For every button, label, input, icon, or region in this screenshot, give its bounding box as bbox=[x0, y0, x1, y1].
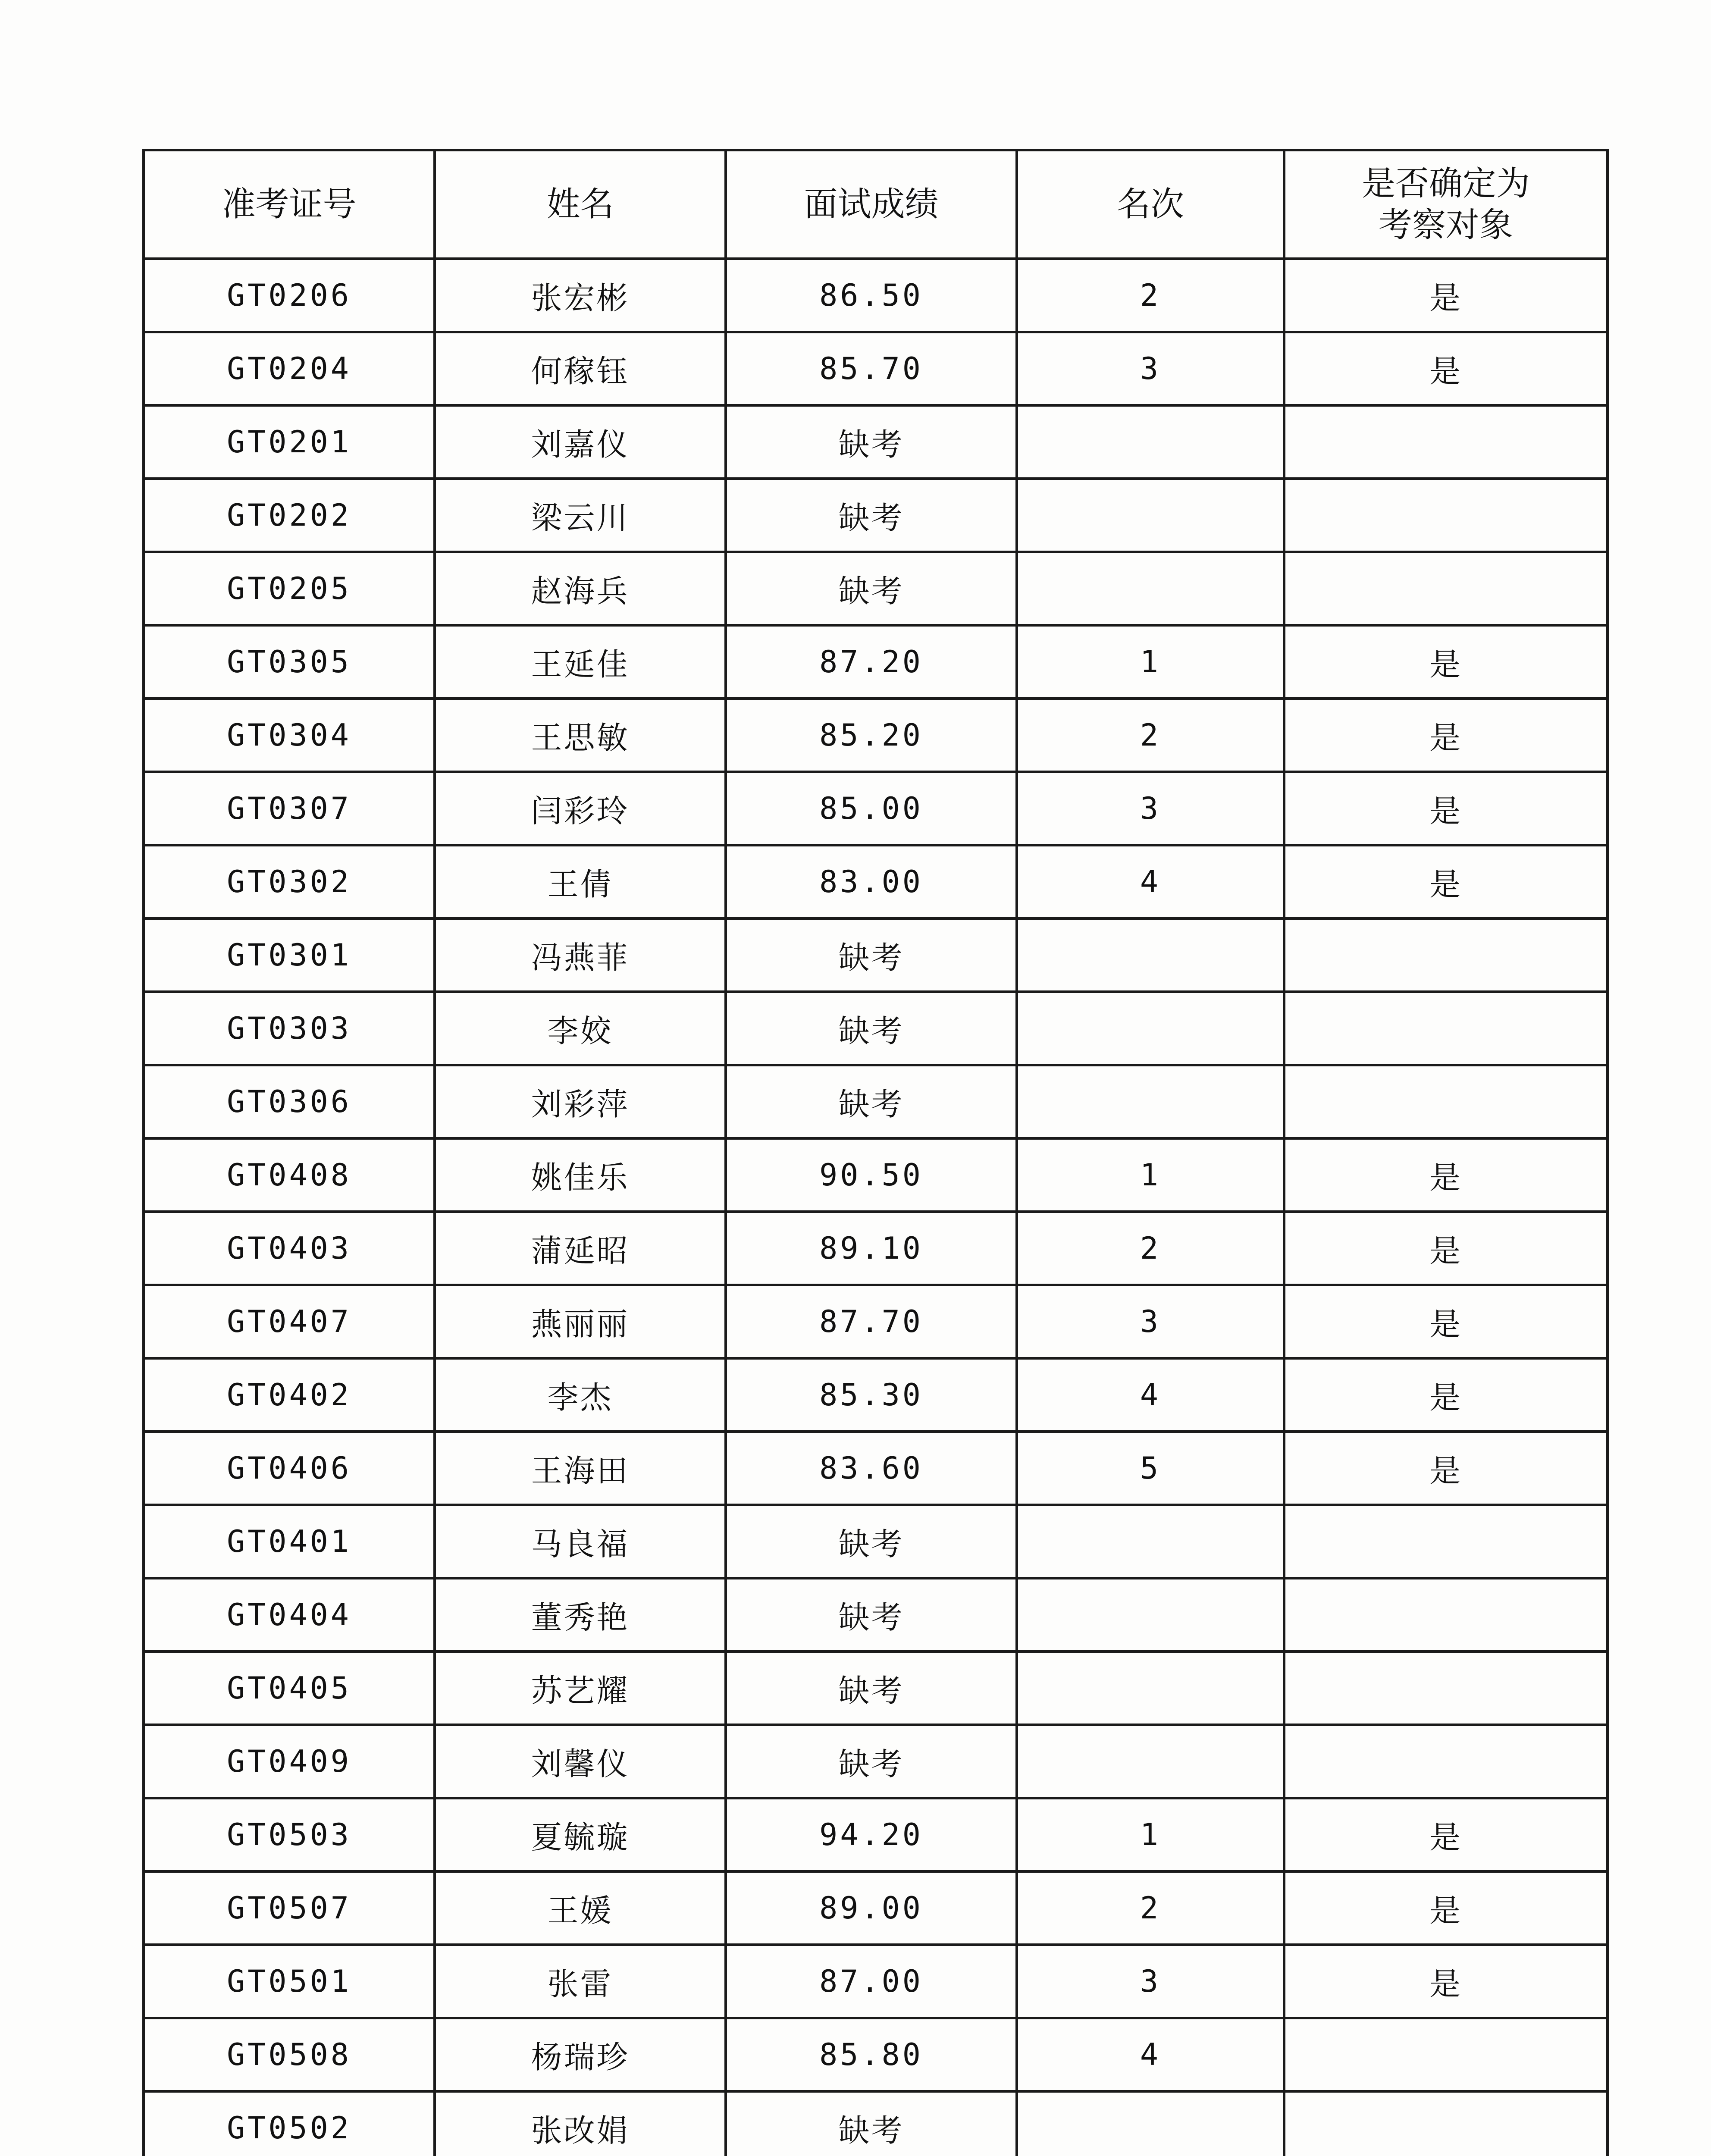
cell-exam-id: GT0409 bbox=[144, 1725, 435, 1798]
table-body bbox=[144, 259, 1608, 2156]
cell-rank: 2 bbox=[1017, 699, 1284, 772]
cell-name: 王媛 bbox=[435, 1871, 726, 1945]
header-selected-line2: 考察对象 bbox=[1378, 206, 1513, 244]
table-row bbox=[144, 479, 1608, 552]
header-selected-line1: 是否确定为 bbox=[1361, 164, 1530, 203]
cell-rank: 3 bbox=[1017, 772, 1284, 845]
cell-exam-id: GT0304 bbox=[144, 699, 435, 772]
cell-rank bbox=[1017, 1065, 1284, 1138]
cell-rank: 1 bbox=[1017, 625, 1284, 699]
cell-interview-score: 缺考 bbox=[726, 2091, 1017, 2156]
table-row bbox=[144, 405, 1608, 479]
cell-name: 杨瑞珍 bbox=[435, 2018, 726, 2091]
cell-selected bbox=[1284, 992, 1608, 1065]
cell-interview-score: 86.50 bbox=[726, 259, 1017, 332]
table-row bbox=[144, 772, 1608, 845]
cell-selected: 是 bbox=[1284, 1212, 1608, 1285]
cell-selected: 是 bbox=[1284, 625, 1608, 699]
table-row bbox=[144, 699, 1608, 772]
cell-rank: 4 bbox=[1017, 2018, 1284, 2091]
cell-exam-id: GT0307 bbox=[144, 772, 435, 845]
cell-rank: 3 bbox=[1017, 1285, 1284, 1358]
cell-selected: 是 bbox=[1284, 772, 1608, 845]
cell-rank bbox=[1017, 2091, 1284, 2156]
table-header-row bbox=[144, 150, 1608, 259]
table-row bbox=[144, 1651, 1608, 1725]
table-row bbox=[144, 2018, 1608, 2091]
cell-selected bbox=[1284, 1725, 1608, 1798]
cell-selected: 是 bbox=[1284, 1432, 1608, 1505]
table-row bbox=[144, 1432, 1608, 1505]
cell-exam-id: GT0303 bbox=[144, 992, 435, 1065]
cell-name: 赵海兵 bbox=[435, 552, 726, 625]
cell-name: 王延佳 bbox=[435, 625, 726, 699]
cell-selected bbox=[1284, 1065, 1608, 1138]
cell-interview-score: 85.30 bbox=[726, 1358, 1017, 1432]
cell-exam-id: GT0407 bbox=[144, 1285, 435, 1358]
table-row bbox=[144, 1358, 1608, 1432]
table-row bbox=[144, 1505, 1608, 1578]
cell-interview-score: 83.00 bbox=[726, 845, 1017, 918]
cell-rank bbox=[1017, 1578, 1284, 1651]
cell-interview-score: 缺考 bbox=[726, 1065, 1017, 1138]
table-row bbox=[144, 2091, 1608, 2156]
cell-rank bbox=[1017, 918, 1284, 992]
cell-exam-id: GT0502 bbox=[144, 2091, 435, 2156]
cell-rank: 2 bbox=[1017, 1871, 1284, 1945]
table-row bbox=[144, 1798, 1608, 1871]
cell-selected: 是 bbox=[1284, 1285, 1608, 1358]
cell-interview-score: 94.20 bbox=[726, 1798, 1017, 1871]
cell-interview-score: 85.00 bbox=[726, 772, 1017, 845]
table-row bbox=[144, 1212, 1608, 1285]
cell-name: 王海田 bbox=[435, 1432, 726, 1505]
table-row bbox=[144, 1871, 1608, 1945]
cell-selected bbox=[1284, 405, 1608, 479]
cell-name: 苏艺耀 bbox=[435, 1651, 726, 1725]
cell-name: 李姣 bbox=[435, 992, 726, 1065]
cell-selected: 是 bbox=[1284, 1945, 1608, 2018]
cell-name: 梁云川 bbox=[435, 479, 726, 552]
cell-selected: 是 bbox=[1284, 1138, 1608, 1212]
cell-selected: 是 bbox=[1284, 1798, 1608, 1871]
cell-selected bbox=[1284, 552, 1608, 625]
table-row bbox=[144, 625, 1608, 699]
cell-name: 张雷 bbox=[435, 1945, 726, 2018]
cell-exam-id: GT0404 bbox=[144, 1578, 435, 1651]
header-interview-score: 面试成绩 bbox=[726, 150, 1017, 259]
cell-exam-id: GT0206 bbox=[144, 259, 435, 332]
cell-rank bbox=[1017, 1725, 1284, 1798]
cell-rank: 5 bbox=[1017, 1432, 1284, 1505]
cell-interview-score: 缺考 bbox=[726, 479, 1017, 552]
cell-exam-id: GT0302 bbox=[144, 845, 435, 918]
cell-name: 王思敏 bbox=[435, 699, 726, 772]
table-row bbox=[144, 1285, 1608, 1358]
cell-rank: 4 bbox=[1017, 845, 1284, 918]
cell-name: 何稼钰 bbox=[435, 332, 726, 405]
cell-name: 刘嘉仪 bbox=[435, 405, 726, 479]
cell-rank: 4 bbox=[1017, 1358, 1284, 1432]
cell-selected bbox=[1284, 2018, 1608, 2091]
cell-exam-id: GT0507 bbox=[144, 1871, 435, 1945]
cell-exam-id: GT0305 bbox=[144, 625, 435, 699]
cell-interview-score: 缺考 bbox=[726, 1578, 1017, 1651]
cell-exam-id: GT0401 bbox=[144, 1505, 435, 1578]
interview-results-table bbox=[142, 149, 1609, 2156]
table-row bbox=[144, 1065, 1608, 1138]
cell-exam-id: GT0508 bbox=[144, 2018, 435, 2091]
cell-exam-id: GT0405 bbox=[144, 1651, 435, 1725]
cell-interview-score: 85.70 bbox=[726, 332, 1017, 405]
cell-selected bbox=[1284, 2091, 1608, 2156]
cell-rank bbox=[1017, 1505, 1284, 1578]
cell-rank: 1 bbox=[1017, 1138, 1284, 1212]
cell-interview-score: 缺考 bbox=[726, 405, 1017, 479]
header-name: 姓名 bbox=[435, 150, 726, 259]
cell-name: 刘彩萍 bbox=[435, 1065, 726, 1138]
cell-exam-id: GT0306 bbox=[144, 1065, 435, 1138]
cell-rank: 3 bbox=[1017, 1945, 1284, 2018]
cell-exam-id: GT0403 bbox=[144, 1212, 435, 1285]
table-row bbox=[144, 845, 1608, 918]
cell-exam-id: GT0402 bbox=[144, 1358, 435, 1432]
cell-rank bbox=[1017, 1651, 1284, 1725]
cell-exam-id: GT0205 bbox=[144, 552, 435, 625]
cell-exam-id: GT0201 bbox=[144, 405, 435, 479]
cell-name: 闫彩玲 bbox=[435, 772, 726, 845]
table-row bbox=[144, 1578, 1608, 1651]
cell-name: 冯燕菲 bbox=[435, 918, 726, 992]
table-row bbox=[144, 259, 1608, 332]
cell-selected bbox=[1284, 1505, 1608, 1578]
cell-exam-id: GT0406 bbox=[144, 1432, 435, 1505]
cell-name: 蒲延昭 bbox=[435, 1212, 726, 1285]
cell-name: 张改娟 bbox=[435, 2091, 726, 2156]
cell-interview-score: 85.20 bbox=[726, 699, 1017, 772]
cell-interview-score: 87.70 bbox=[726, 1285, 1017, 1358]
cell-name: 王倩 bbox=[435, 845, 726, 918]
cell-rank: 2 bbox=[1017, 259, 1284, 332]
cell-rank bbox=[1017, 992, 1284, 1065]
cell-interview-score: 89.00 bbox=[726, 1871, 1017, 1945]
cell-selected bbox=[1284, 479, 1608, 552]
table-row bbox=[144, 918, 1608, 992]
cell-rank: 1 bbox=[1017, 1798, 1284, 1871]
cell-selected: 是 bbox=[1284, 699, 1608, 772]
cell-rank bbox=[1017, 405, 1284, 479]
cell-rank: 2 bbox=[1017, 1212, 1284, 1285]
cell-name: 夏毓璇 bbox=[435, 1798, 726, 1871]
cell-interview-score: 83.60 bbox=[726, 1432, 1017, 1505]
cell-rank bbox=[1017, 552, 1284, 625]
table-row bbox=[144, 1138, 1608, 1212]
cell-selected: 是 bbox=[1284, 332, 1608, 405]
cell-exam-id: GT0408 bbox=[144, 1138, 435, 1212]
cell-selected bbox=[1284, 918, 1608, 992]
table-row bbox=[144, 1945, 1608, 2018]
cell-interview-score: 缺考 bbox=[726, 1651, 1017, 1725]
cell-exam-id: GT0202 bbox=[144, 479, 435, 552]
cell-interview-score: 缺考 bbox=[726, 1725, 1017, 1798]
header-rank: 名次 bbox=[1017, 150, 1284, 259]
cell-interview-score: 85.80 bbox=[726, 2018, 1017, 2091]
header-exam-id: 准考证号 bbox=[144, 150, 435, 259]
header-selected bbox=[1284, 150, 1608, 259]
cell-name: 李杰 bbox=[435, 1358, 726, 1432]
cell-rank bbox=[1017, 479, 1284, 552]
cell-rank: 3 bbox=[1017, 332, 1284, 405]
cell-name: 马良福 bbox=[435, 1505, 726, 1578]
cell-exam-id: GT0501 bbox=[144, 1945, 435, 2018]
cell-name: 董秀艳 bbox=[435, 1578, 726, 1651]
cell-interview-score: 87.20 bbox=[726, 625, 1017, 699]
cell-interview-score: 缺考 bbox=[726, 552, 1017, 625]
cell-selected: 是 bbox=[1284, 1871, 1608, 1945]
table-row bbox=[144, 552, 1608, 625]
cell-name: 姚佳乐 bbox=[435, 1138, 726, 1212]
cell-exam-id: GT0204 bbox=[144, 332, 435, 405]
cell-exam-id: GT0503 bbox=[144, 1798, 435, 1871]
cell-interview-score: 87.00 bbox=[726, 1945, 1017, 2018]
cell-name: 张宏彬 bbox=[435, 259, 726, 332]
cell-interview-score: 89.10 bbox=[726, 1212, 1017, 1285]
cell-interview-score: 90.50 bbox=[726, 1138, 1017, 1212]
cell-interview-score: 缺考 bbox=[726, 1505, 1017, 1578]
cell-selected bbox=[1284, 1578, 1608, 1651]
cell-interview-score: 缺考 bbox=[726, 918, 1017, 992]
cell-selected bbox=[1284, 1651, 1608, 1725]
cell-name: 燕丽丽 bbox=[435, 1285, 726, 1358]
cell-selected: 是 bbox=[1284, 845, 1608, 918]
table-row bbox=[144, 992, 1608, 1065]
table-row bbox=[144, 1725, 1608, 1798]
cell-selected: 是 bbox=[1284, 259, 1608, 332]
cell-selected: 是 bbox=[1284, 1358, 1608, 1432]
cell-exam-id: GT0301 bbox=[144, 918, 435, 992]
cell-interview-score: 缺考 bbox=[726, 992, 1017, 1065]
cell-name: 刘馨仪 bbox=[435, 1725, 726, 1798]
table-row bbox=[144, 332, 1608, 405]
